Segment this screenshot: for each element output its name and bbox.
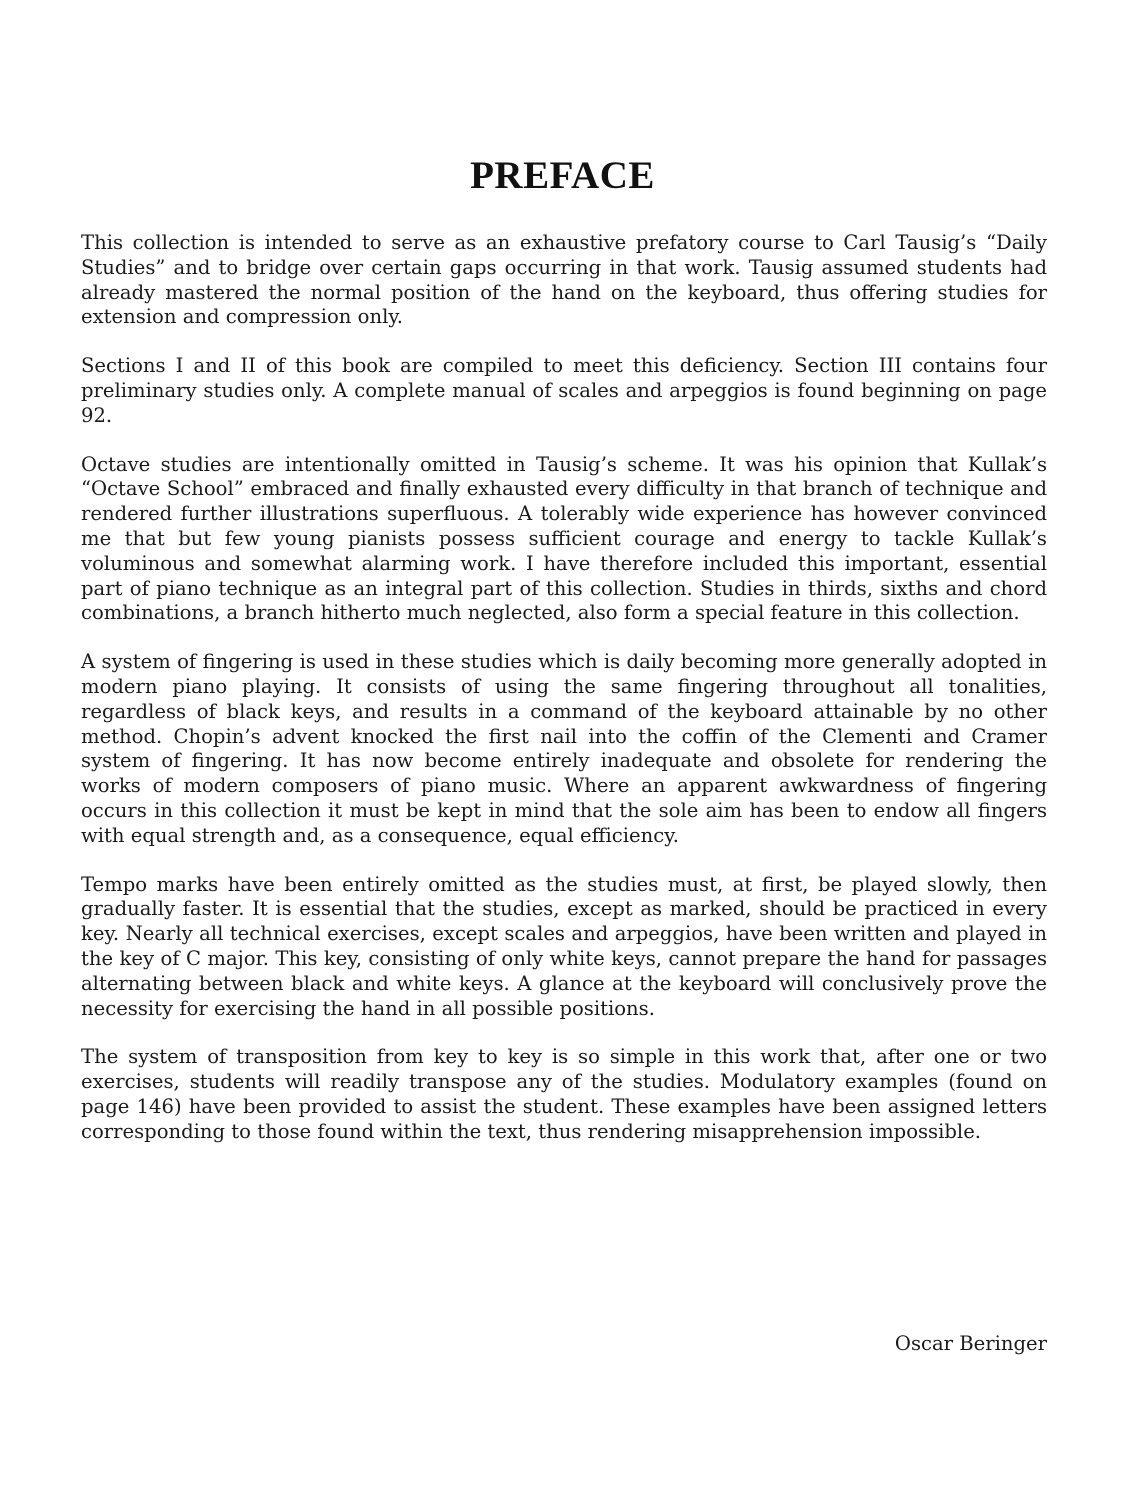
author-signature: Oscar Beringer <box>894 1332 1047 1355</box>
paragraph-5: Tempo marks have been entirely omitted as the studies must, at first, be played slowly, then gradually faster. It is essential that the studies, except as marked, should be practiced in every key. Nearly all technical exercises, except scales and arpeggios, have been written and played in the key of C major. This key, consisting of only white keys, cannot prepare the hand for passages alternating between black and white keys. A glance at the keyboard will conclusively prove the necessity for exercising the hand in all possible positions. <box>81 872 1047 1020</box>
paragraph-6: The system of transposition from key to key is so simple in this work that, after one or two exercises, students will readily transpose any of the studies. Modulatory examples (found on page 146) have been provided to assist the student. These examples have been assigned letters corresponding to those found within the text, thus rendering misapprehension impossible. <box>81 1045 1047 1143</box>
paragraph-3: Octave studies are intentionally omitted in Tausig’s scheme. It was his opinion that Kullak’s “Octave School” embraced and finally exhausted every difficulty in that branch of technique and rendered further illustrations superfluous. A tolerably wide experience has however convinced me that but few young pianists possess sufficient courage and energy to tackle Kullak’s voluminous and somewhat alarming work. I have therefore included this important, essential part of piano technique as an integral part of this collection. Studies in thirds, sixths and chord combinations, a branch hitherto much neglected, also form a special feature in this collection. <box>81 452 1047 625</box>
paragraph-2: Sections I and II of this book are compiled to meet this deficiency. Section III contains four preliminary studies only. A complete manual of scales and arpeggios is found beginning on page 92. <box>81 354 1047 427</box>
preface-body <box>81 231 1047 1169</box>
paragraph-4: A system of fingering is used in these studies which is daily becoming more generally adopted in modern piano playing. It consists of using the same fingering throughout all tonalities, regardless of black keys, and results in a command of the keyboard attainable by no other method. Chopin’s advent knocked the first nail into the coffin of the Clementi and Cramer system of fingering. It has now become entirely inadequate and obsolete for rendering the works of modern composers of piano music. Where an apparent awkwardness of fingering occurs in this collection it must be kept in mind that the sole aim has been to endow all fingers with equal strength and, as a consequence, equal efficiency. <box>81 650 1047 847</box>
page-title: PREFACE <box>470 154 655 197</box>
paragraph-1: This collection is intended to serve as an exhaustive prefatory course to Carl Tausig’s “Daily Studies” and to bridge over certain gaps occurring in that work. Tausig assumed students had already mastered the normal position of the hand on the keyboard, thus offering studies for extension and compression only. <box>81 231 1047 329</box>
